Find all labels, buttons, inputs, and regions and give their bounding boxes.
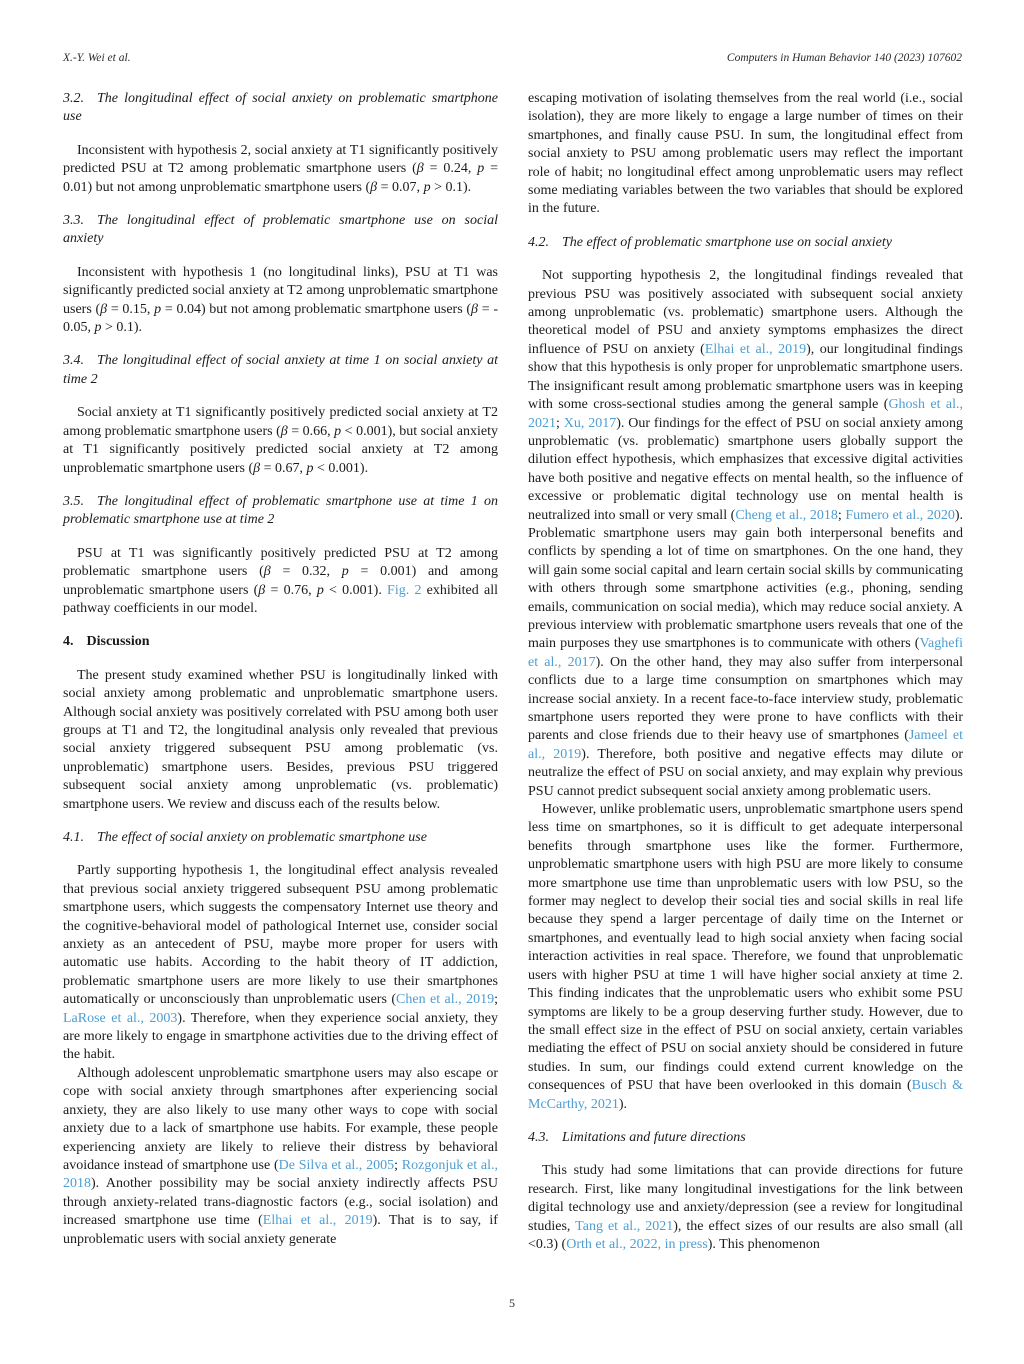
stat-symbol: β <box>370 179 378 195</box>
citation-link[interactable]: Busch & McCarthy, 2021 <box>528 1078 964 1112</box>
citation-link[interactable]: LaRose et al., 2003 <box>63 1010 178 1026</box>
paragraph: escaping motivation of isolating themselves from the real world (i.e., social isolation), they are more likely to engage a large number of times on their smartphones, and finally cause PSU. In sum, the longitudinal effect from social anxiety to PSU among problematic users may reflect the important role of habit; no longitudinal effect among unproblematic users may reflect some mediating variables between the two variables that should be explored in the future. <box>528 91 963 217</box>
paragraph: Social anxiety at T1 significantly positively predicted social anxiety at T2 among problematic smartphone users (β = 0.66, p < 0.001), but social anxiety at T1 significantly positively predicted social anxiety at T2 among unproblematic smartphone users (β = 0.67, p < 0.001). <box>63 405 498 476</box>
stat-symbol: β <box>263 564 271 580</box>
section-heading <box>63 493 498 530</box>
citation-link[interactable]: Chen et al., 2019 <box>396 992 495 1008</box>
left-column <box>63 90 498 1254</box>
citation-link[interactable]: Rozgonjuk et al., 2018 <box>63 1157 498 1192</box>
citation-link[interactable]: Jameel et al., 2019 <box>528 728 963 762</box>
paragraph: However, unlike problematic users, unproblematic smartphone users spend less time on smartphones, so it is difficult to get adequate interpersonal benefits through smartphone uses like the former. Furthermore, unproblematic smartphone users with high PSU are more likely to consume more smartphone use time than unproblematic users with low PSU, so the former may neglect to develop their social ties and social skills in real life because they spend a larger percentage of daily time on the Internet or smartphones, and eventually lead to high social anxiety when facing social interaction activities in real space. Therefore, we found that unproblematic users with higher PSU at time 1 will have higher social anxiety at time 2. This finding indicates that the unproblematic users who exhibit some PSU symptoms are likely to be a group deserving further study. However, due to the small effect size in the effect of PSU on social anxiety, certain variables mediating the effect of PSU on social anxiety should be considered in future studies. In sum, our findings could extend current knowledge on the consequences of PSU that have been overlooked in this domain (Busch & McCarthy, 2021). <box>528 802 964 1112</box>
stat-symbol: p <box>94 320 102 336</box>
right-column <box>528 90 963 1254</box>
paragraph: This study had some limitations that can provide directions for future research. First, like many longitudinal investigations for the link between digital technology use and anxiety/depression (see a review for longitudinal studies, Tang et al., 2021), the effect sizes of our results are also small (all <0.3) (Orth et al., 2022, in press). This phenomenon <box>528 1163 963 1252</box>
paragraph: Inconsistent with hypothesis 2, social anxiety at T1 significantly positively predicted PSU at T2 among problematic smartphone users (β = 0.24, p = 0.01) but not among unproblematic smartphone users (β = 0.07, p > 0.1). <box>63 142 498 195</box>
section-heading <box>63 90 498 127</box>
section-number: 3.5. <box>63 493 84 509</box>
citation-link[interactable]: Ghosh et al., 2021 <box>528 397 963 431</box>
section-heading <box>63 352 498 389</box>
paragraph: Although adolescent unproblematic smartphone users may also escape or cope with social anxiety through smartphones after experiencing social anxiety, they are also likely to use many other ways to cope with social anxiety due to a lack of smartphone use habits. For example, these people experiencing anxiety are likely to relieve their distress by behavioral avoidance instead of smartphone use (De Silva et al., 2005; Rozgonjuk et al., 2018). Another possibility may be social anxiety indirectly affects PSU through anxiety-related trans-diagnostic factors (e.g., social isolation) and increased smartphone use time (Elhai et al., 2019). That is to say, if unproblematic users with social anxiety generate <box>63 1065 498 1247</box>
citation-link[interactable]: Cheng et al., 2018 <box>735 507 838 523</box>
citation-link[interactable]: De Silva et al., 2005 <box>278 1157 395 1173</box>
section-title: The longitudinal effect of social anxiety at time 1 on social anxiety at time 2 <box>63 353 498 387</box>
citation-link[interactable]: Fumero et al., 2020 <box>845 507 955 523</box>
stat-symbol: p <box>341 564 349 580</box>
section-title: Discussion <box>86 634 150 650</box>
paragraph: Not supporting hypothesis 2, the longitudinal findings revealed that previous PSU was positively associated with subsequent social anxiety among unproblematic (vs. problematic) smartphone users. Although the theoretical model of PSU and anxiety symptoms emphasizes the direct influence of PSU on anxiety (Elhai et al., 2019), our longitudinal findings show that this hypothesis is only proper for unproblematic smartphone users. The insignificant result among problematic smartphone users was in keeping with some cross-sectional studies among the general sample (Ghosh et al., 2021; Xu, 2017). Our findings for the effect of PSU on social anxiety among unproblematic (vs. problematic) smartphone users globally support the dilution effect hypothesis, which emphasizes that excessive digital activities have both positive and negative effects on mental health, so the influence of excessive or problematic digital technology use on mental health is neutralized into small or very small (Cheng et al., 2018; Fumero et al., 2020). Problematic smartphone users may gain both interpersonal benefits and conflicts by spending a lot of time on smartphones. On the one hand, they will gain some social capital and learn certain social skills by communicating with others through some smartphone activities (e.g., phoning, sending emails, communication on social media), which may reduce social anxiety. A previous interview with problematic smartphone users reveals that one of the main purposes they use smartphones is to communicate with others (Vaghefi et al., 2017). On the other hand, they may also suffer from interpersonal conflicts due to a large time consumption on smartphones which may increase social anxiety. In a recent face-to-face interview study, problematic smartphone users reported they were prone to have conflicts with their parents and close friends due to their heavy use of smartphones (Jameel et al., 2019). Therefore, both positive and negative effects may dilute or neutralize the effect of PSU on social anxiety, and may explain why previous PSU cannot predict subsequent social anxiety among problematic users. <box>528 268 964 799</box>
section-title: The longitudinal effect of problematic smartphone use at time 1 on problematic smartphone use at time 2 <box>63 493 498 528</box>
section-number: 3.3. <box>63 213 84 229</box>
citation-link[interactable]: Elhai et al., 2019 <box>262 1213 373 1229</box>
stat-symbol: β <box>471 301 479 317</box>
section-number: 3.2. <box>63 91 84 106</box>
stat-symbol: p <box>306 460 314 476</box>
citation-link[interactable]: Tang et al., 2021 <box>575 1218 674 1234</box>
section-number: 4.1. <box>63 830 84 845</box>
stat-symbol: β <box>280 423 288 439</box>
stat-symbol: β <box>100 301 108 317</box>
section-number: 3.4. <box>63 353 84 369</box>
paragraph: PSU at T1 was significantly positively predicted PSU at T2 among problematic smartphone users (β = 0.32, p = 0.001) and among unproblematic smartphone users (β = 0.76, p < 0.001). Fig. 2 exhibited all pathway coefficients in our model. <box>63 545 498 616</box>
citation-link[interactable]: Fig. 2 <box>387 582 422 598</box>
citation-link[interactable]: Elhai et al., 2019 <box>704 341 807 357</box>
paragraph: The present study examined whether PSU is longitudinally linked with social anxiety among problematic and unproblematic smartphone users. Although social anxiety was positively correlated with PSU among both user groups at T1 and T2, the longitudinal analysis only revealed that previous social anxiety triggered subsequent PSU among problematic (vs. unproblematic) smartphone users. Besides, previous PSU triggered subsequent social anxiety among unproblematic (vs. problematic) smartphone users. We review and discuss each of the results below. <box>63 667 498 812</box>
section-title: The longitudinal effect of problematic smartphone use on social anxiety <box>63 213 498 247</box>
section-heading <box>63 633 498 651</box>
stat-symbol: p <box>477 161 485 177</box>
two-column-body <box>63 90 963 1254</box>
paragraph: Partly supporting hypothesis 1, the longitudinal effect analysis revealed that previous social anxiety triggered subsequent PSU among problematic smartphone users, which suggests the compensatory Internet use theory and the cognitive-behavioral model of pathological Internet use, consider social anxiety as an antecedent of PSU, maybe more proper for users with automatic use habits. According to the habit theory of IT addiction, problematic smartphone users are more likely to use their smartphones automatically or unconsciously than unproblematic users (Chen et al., 2019; LaRose et al., 2003). Therefore, when they experience social anxiety, they are more likely to engage in smartphone activities due to the driving effect of the habit. <box>63 863 498 1063</box>
section-number: 4.2. <box>528 234 549 250</box>
citation-link[interactable]: Orth et al., 2022, in press <box>566 1236 708 1252</box>
section-heading <box>63 829 498 847</box>
section-title: The effect of social anxiety on problematic smartphone use <box>97 830 427 845</box>
citation-link[interactable]: Xu, 2017 <box>563 415 617 431</box>
stat-symbol: β <box>253 460 261 476</box>
citation-link[interactable]: Vaghefi et al., 2017 <box>528 636 963 670</box>
section-title: Limitations and future directions <box>562 1129 746 1145</box>
paragraph: Inconsistent with hypothesis 1 (no longitudinal links), PSU at T1 was significantly predicted social anxiety at T2 among unproblematic smartphone users (β = 0.15, p = 0.04) but not among problematic smartphone users (β = - 0.05, p > 0.1). <box>63 264 498 336</box>
section-number: 4.3. <box>528 1129 549 1145</box>
section-title: The longitudinal effect of social anxiety on problematic smartphone use <box>63 91 498 125</box>
section-number: 4. <box>63 634 74 650</box>
stat-symbol: p <box>423 179 431 195</box>
stat-symbol: p <box>154 301 162 317</box>
page-footer <box>0 1296 1024 1311</box>
section-heading <box>63 212 498 249</box>
running-journal: Computers in Human Behavior 140 (2023) 107602 <box>726 52 962 64</box>
stat-symbol: β <box>258 582 266 598</box>
stat-symbol: β <box>416 161 424 177</box>
section-heading <box>528 234 963 252</box>
section-heading <box>528 1129 963 1147</box>
stat-symbol: p <box>334 423 342 439</box>
running-header <box>63 52 962 64</box>
page-number: 5 <box>509 1296 515 1310</box>
stat-symbol: p <box>316 582 324 598</box>
section-title: The effect of problematic smartphone use on social anxiety <box>562 234 892 250</box>
running-author: X.-Y. Wei et al. <box>63 52 131 64</box>
